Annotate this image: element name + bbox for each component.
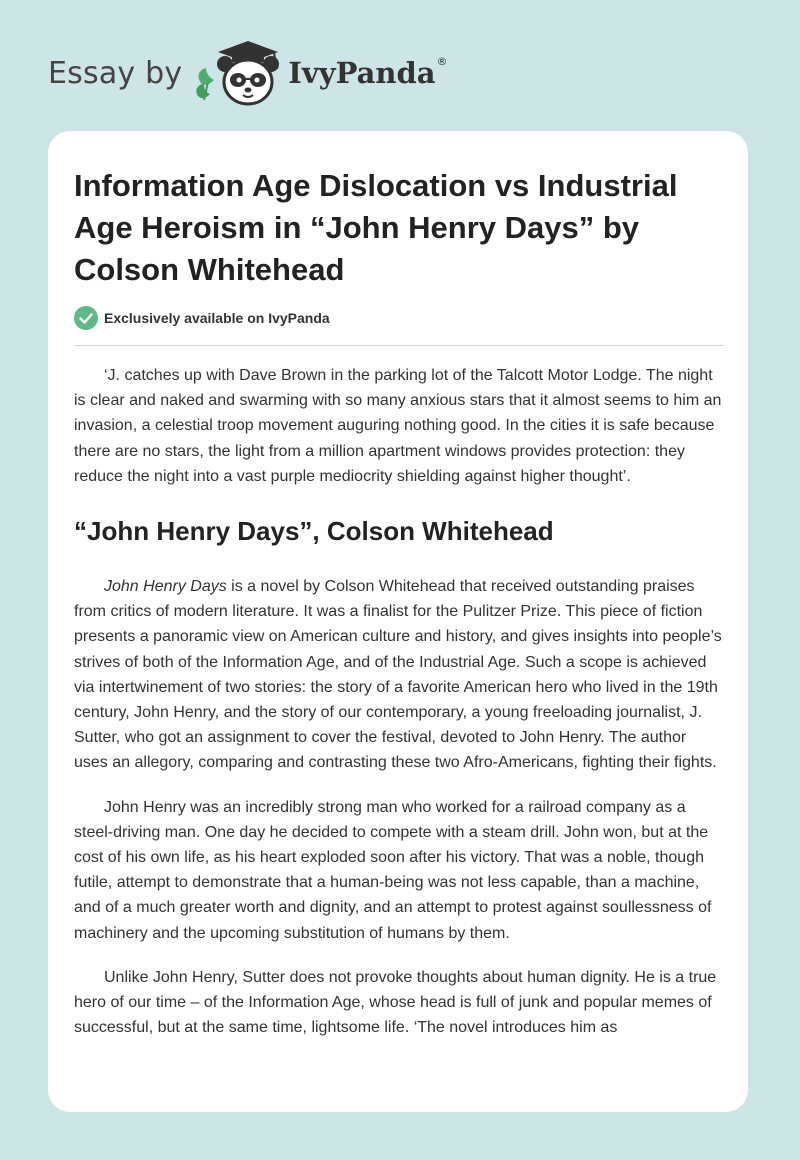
- intro-quote-paragraph: ‘J. catches up with Dave Brown in the parking lot of the Talcott Motor Lodge. The night is clear and naked and swarming with so many anxious stars that it almost seems to him an invasion, a celestial troop movement auguring nothing good. In the cities it is safe because there are no stars, the light from a million apartment windows provides protection: they reduce the night into a vast purple mediocrity shielding against higher thought’.: [74, 367, 722, 485]
- checkmark-badge-icon: [74, 306, 98, 330]
- body-paragraph-2: John Henry was an incredibly strong man who worked for a railroad company as a steel-driving man. One day he decided to compete with a steam drill. John won, but at the cost of his own life, as his heart exploded soon after his victory. That was a noble, though futile, attempt to demonstrate that a human-being was not less capable, than a machine, and of a much greater worth and dignity, and an attempt to protest against soullessness of machinery and the upcoming substitution of humans by them.: [74, 798, 712, 942]
- ivy-leaf-icon: [197, 68, 215, 100]
- title-divider: [74, 345, 724, 346]
- body-paragraph-1-text: is a novel by Colson Whitehead that received outstanding praises from critics of modern literature. It was a finalist for the Pulitzer Prize. This piece of fiction presents a panoramic view on American culture and history, and gives insights into people’s strives of both of the Information Age, and of the Industrial Age. Such a scope is achieved via intertwinement of two stories: the story of a favorite American hero who lived in the 19th century, John Henry, and the story of our contemporary, a young freeloading journalist, J. Sutter, who got an assignment to cover the festival, devoted to John Henry. The author uses an allegory, comparing and contrasting these two Afro-Americans, fighting their fights.: [74, 578, 722, 772]
- exclusive-badge-label: Exclusively available on IvyPanda: [104, 310, 330, 326]
- brand-name[interactable]: IvyPanda: [288, 56, 436, 90]
- registered-mark: ®: [436, 54, 448, 68]
- book-title-italic: John Henry Days: [104, 578, 227, 596]
- panda-logo-icon[interactable]: [192, 38, 284, 108]
- exclusive-badge: [74, 306, 330, 330]
- section-heading: “John Henry Days”, Colson Whitehead: [74, 516, 554, 547]
- body-paragraph-3: Unlike John Henry, Sutter does not provoke thoughts about human dignity. He is a true hero of our time – of the Information Age, whose head is full of junk and popular memes of successful, but at the same time, lightsome life. ‘The novel introduces him as: [74, 968, 717, 1037]
- essay-by-label: Essay by: [48, 55, 183, 91]
- site-header: [48, 38, 448, 108]
- article-card: [48, 131, 748, 1112]
- article-body: [74, 363, 724, 1059]
- body-paragraph-1: [74, 574, 724, 776]
- article-title: Information Age Dislocation vs Industrial Age Heroism in “John Henry Days” by Colson Whitehead: [74, 168, 678, 287]
